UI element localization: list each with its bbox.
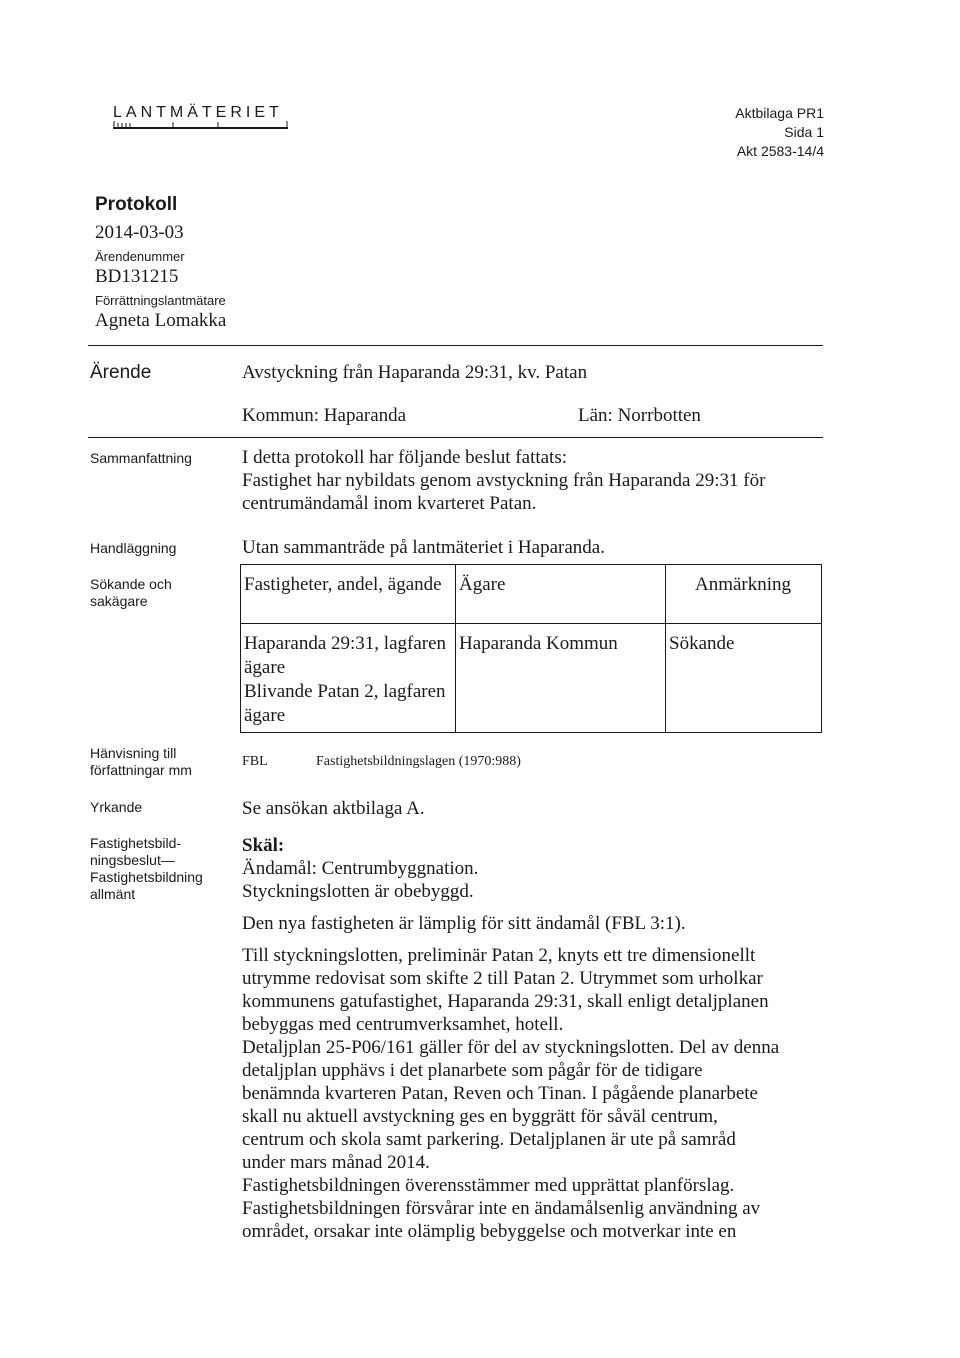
case-number: BD131215 — [95, 266, 179, 287]
table-header-row — [241, 565, 822, 624]
law-abbreviation: FBL — [242, 754, 268, 769]
andamal-line: Ändamål: Centrumbyggnation. — [242, 858, 479, 879]
yrkande-text: Se ansökan aktbilaga A. — [242, 798, 425, 819]
lamplighet-line: Den nya fastigheten är lämplig för sitt ändamål (FBL 3:1). — [242, 913, 686, 934]
hanvisning-label — [90, 745, 230, 779]
paragraph-line: området, orsakar inte olämplig bebyggelse och motverkar inte en — [242, 1221, 737, 1242]
styckningslott-line: Styckningslotten är obebyggd. — [242, 881, 474, 902]
table-header-cell: Fastigheter, andel, ägande — [241, 565, 456, 624]
page-number: Sida 1 — [784, 124, 824, 140]
page-title: Protokoll — [95, 194, 178, 215]
table-header-cell: Ägare — [456, 565, 666, 624]
sokande-label — [90, 576, 230, 610]
paragraph-line: Fastighetsbildningen överensstämmer med upprättat planförslag. — [242, 1175, 735, 1196]
lan: Län: Norrbotten — [578, 405, 701, 426]
table-row — [241, 624, 822, 733]
sokande-label-line: Sökande och — [90, 576, 172, 592]
logo-underline — [113, 127, 288, 129]
table-cell: Sökande — [666, 624, 822, 733]
header-divider — [88, 345, 823, 346]
surveyor-label: Förrättningslantmätare — [95, 293, 226, 308]
paragraph-line: centrum och skola samt parkering. Detaljplanen är ute på samråd — [242, 1129, 736, 1150]
sokande-label-line: sakägare — [90, 593, 148, 609]
hanvisning-label-line: Hänvisning till — [90, 745, 177, 761]
surveyor-name: Agneta Lomakka — [95, 310, 227, 331]
lantmateriet-logo: LANTMÄTERIET — [113, 104, 283, 121]
arende-value: Avstyckning från Haparanda 29:31, kv. Patan — [242, 362, 588, 383]
handlaggning-text: Utan sammanträde på lantmäteriet i Haparanda. — [242, 537, 605, 558]
document-reference — [735, 104, 824, 161]
sammanfattning-line: Fastighet har nybildats genom avstyckning från Haparanda 29:31 för — [242, 470, 766, 491]
paragraph-line: detaljplan upphävs i det planarbete som pågår för de tidigare — [242, 1060, 703, 1081]
protocol-date: 2014-03-03 — [95, 222, 184, 243]
handlaggning-label: Handläggning — [90, 540, 177, 556]
paragraph-line: under mars månad 2014. — [242, 1152, 430, 1173]
paragraph-line: skall nu aktuell avstyckning ges en byggrätt för såväl centrum, — [242, 1106, 718, 1127]
table-header-cell: Anmärkning — [666, 565, 822, 624]
paragraph-line: utrymme redovisat som skifte 2 till Patan 2. Utrymmet som urholkar — [242, 968, 763, 989]
sammanfattning-text — [242, 446, 827, 515]
motivation-paragraph — [242, 944, 827, 1243]
beslut-label-line: allmänt — [90, 886, 136, 902]
law-reference: Fastighetsbildningslagen (1970:988) — [316, 754, 521, 769]
kommun: Kommun: Haparanda — [242, 405, 407, 426]
paragraph-line: bebyggas med centrumverksamhet, hotell. — [242, 1014, 564, 1035]
sammanfattning-line: I detta protokoll har följande beslut fattats: — [242, 447, 568, 468]
sammanfattning-line: centrumändamål inom kvarteret Patan. — [242, 493, 537, 514]
beslut-label-line: Fastighetsbildning — [90, 869, 203, 885]
table-cell — [241, 624, 456, 733]
hanvisning-label-line: författningar mm — [90, 762, 192, 778]
property-entry: Blivande Patan 2, lagfaren ägare — [244, 681, 446, 726]
table-cell: Haparanda Kommun — [456, 624, 666, 733]
akt-number: Akt 2583-14/4 — [736, 143, 824, 159]
paragraph-line: benämnda kvarteren Patan, Reven och Tinan. I pågående planarbete — [242, 1083, 758, 1104]
paragraph-line: Till styckningslotten, preliminär Patan 2, knyts ett tre dimensionellt — [242, 945, 756, 966]
aktbilaga-label: Aktbilaga PR1 — [735, 105, 824, 121]
paragraph-line: kommunens gatufastighet, Haparanda 29:31, skall enligt detaljplanen — [242, 991, 769, 1012]
property-entry: Haparanda 29:31, lagfaren ägare — [244, 633, 447, 678]
paragraph-line: Fastighetsbildningen försvårar inte en ändamålsenlig användning av — [242, 1198, 761, 1219]
arende-divider — [88, 437, 823, 438]
beslut-label-line: ningsbeslut— — [90, 852, 175, 868]
yrkande-label: Yrkande — [90, 799, 143, 815]
beslut-label-line: Fastighetsbild- — [90, 835, 182, 851]
arende-label: Ärende — [90, 362, 152, 383]
fastighetsbildningsbeslut-label — [90, 835, 230, 903]
case-number-label: Ärendenummer — [95, 249, 185, 264]
skal-heading: Skäl: — [242, 835, 285, 856]
sammanfattning-label: Sammanfattning — [90, 450, 192, 466]
parties-table — [240, 564, 822, 733]
paragraph-line: Detaljplan 25-P06/161 gäller för del av styckningslotten. Del av denna — [242, 1037, 780, 1058]
